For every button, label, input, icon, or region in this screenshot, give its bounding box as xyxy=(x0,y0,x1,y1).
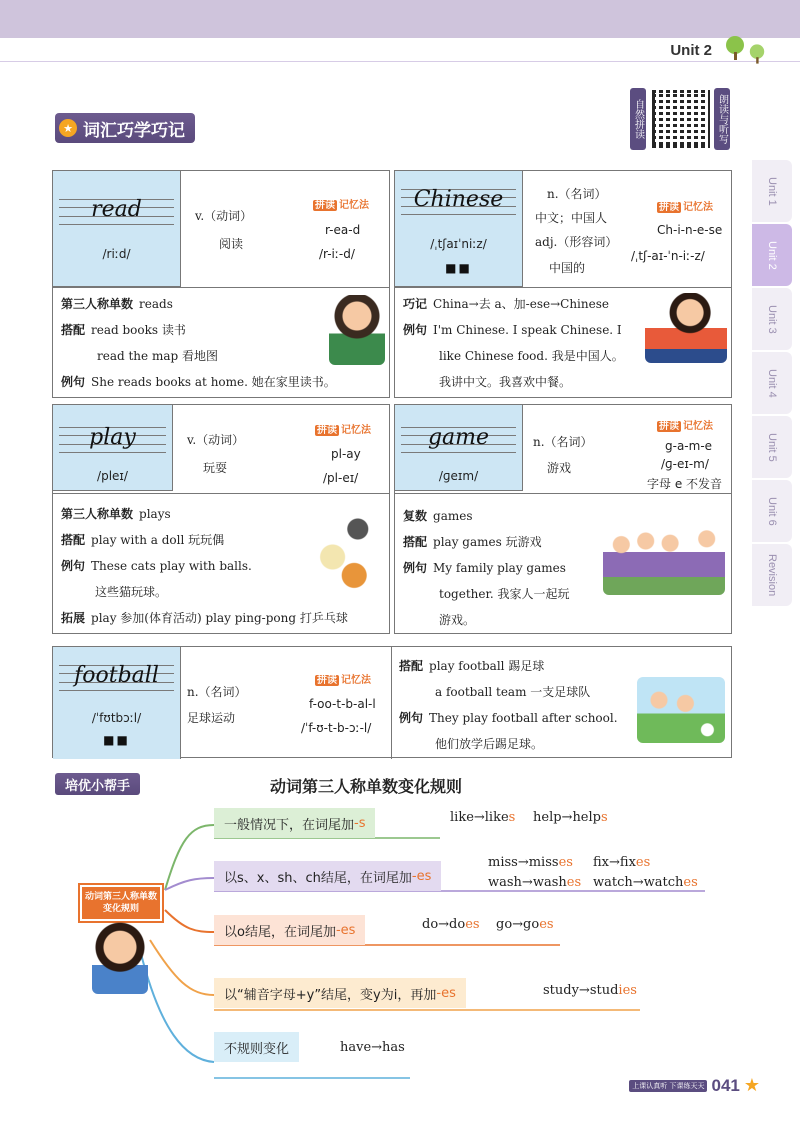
qr-code-block[interactable] xyxy=(630,88,730,150)
rule-3-example-2: go→goes xyxy=(496,917,554,932)
headword: game xyxy=(427,425,490,450)
word-box xyxy=(53,647,181,759)
star-icon: ★ xyxy=(59,119,77,137)
qr-right-label: 朗读与听写 xyxy=(714,88,730,150)
family-playing-image xyxy=(603,523,725,595)
rule-4: 以“辅音字母+y”结尾，变y为i，再加 -es xyxy=(214,978,466,1008)
tree-icon xyxy=(750,44,764,63)
rule-1-example-1: like→likes xyxy=(450,810,516,825)
tab-unit-2[interactable]: Unit 2 xyxy=(752,224,792,286)
phonetic: /ˈfʊtbɔːl/ xyxy=(91,711,142,725)
unit-tabs xyxy=(752,160,792,608)
tab-unit-3[interactable]: Unit 3 xyxy=(752,288,792,350)
rule-3: 以o结尾，在词尾加 -es xyxy=(214,915,365,945)
word-card-game: game /ɡeɪm/ n.（名词） 游戏 拼读 记忆法 g-a-m-e /ɡ-eɪ-m/ 字母 e 不发音 复数 games 搭配 play games 玩游戏 例句 My family play games together. 我家人一起玩 游戏。 xyxy=(394,404,732,634)
headword: football xyxy=(74,663,159,688)
rule-2: 以s、x、sh、ch结尾，在词尾加 -es xyxy=(214,861,441,891)
tab-revision[interactable]: Revision xyxy=(752,544,792,606)
word-card-football: football /ˈfʊtbɔːl/ ■■ n.（名词） 足球运动 拼读 记忆法 f-oo-t-b-al-l /ˈf-ʊ-t-b-ɔː-l/ 搭配 play football 踢足球 a football team 一支足球队 例句 They play football after school. 他们放学后踢足球。 xyxy=(52,646,732,758)
audio-mark: ■■ xyxy=(445,261,472,275)
word-card-play: play /pleɪ/ v.（动词） 玩耍 拼读 记忆法 pl-ay /pl-eɪ/ 第三人称单数 plays 搭配 play with a doll 玩玩偶 例句 These cats play with balls. 这些猫玩球。 拓展 play 参加(体育活动) play ping-pong 打乒乓球 xyxy=(52,404,390,634)
part-of-speech: v.（动词） xyxy=(195,209,253,223)
phonetic: /ˌtʃaɪˈniːz/ xyxy=(430,237,487,251)
tab-unit-4[interactable]: Unit 4 xyxy=(752,352,792,414)
rule-1: 一般情况下，在词尾加 -s xyxy=(214,808,375,838)
rule-4-example-1: study→studies xyxy=(543,983,637,998)
rule-5-example-1: have→has xyxy=(340,1040,405,1055)
top-band xyxy=(0,0,800,38)
qr-left-label: 自然拼读 xyxy=(630,88,646,150)
meaning: 阅读 xyxy=(219,237,244,251)
page-number: 041 xyxy=(711,1075,740,1095)
word-box xyxy=(395,171,523,287)
rules-title: 动词第三人称单数变化规则 xyxy=(270,777,463,796)
word-box xyxy=(53,405,173,491)
word-card-chinese: Chinese /ˌtʃaɪˈniːz/ ■■ n.（名词） 中文；中国人 adj.（形容词） 中国的 拼读 记忆法 Ch-i-n-e-se /ˌtʃ-aɪ-ˈn-iː-z/ 巧记 China→去 a、加-ese→Chinese 例句 I'm Chinese. I speak Chinese. I like Chinese food. 我是中国人。 我讲中文。我喜欢中餐。 xyxy=(394,170,732,398)
unit-label: Unit 2 xyxy=(670,42,712,59)
cats-playing-image xyxy=(311,513,383,593)
memo-title: 拼读 记忆法 xyxy=(659,202,713,213)
headword: play xyxy=(89,425,136,450)
rule-2-example-3: wash→washes xyxy=(488,875,582,890)
boy-holding-sign-image xyxy=(92,922,148,994)
star-icon: ★ xyxy=(743,1075,760,1096)
chinese-girl-image xyxy=(645,293,727,363)
girl-reading-image xyxy=(329,295,385,365)
headword: read xyxy=(91,197,142,222)
rule-2-example-2: fix→fixes xyxy=(593,855,651,870)
rule-2-example-4: watch→watches xyxy=(593,875,698,890)
spelling-phonetic: /r-iː-d/ xyxy=(319,247,355,261)
memo-title: 拼读 记忆法 xyxy=(659,421,713,432)
rule-2-example-1: miss→misses xyxy=(488,855,573,870)
tab-unit-6[interactable]: Unit 6 xyxy=(752,480,792,542)
phonetic: /pleɪ/ xyxy=(97,469,128,483)
phonetic: /ɡeɪm/ xyxy=(438,469,479,483)
word-box xyxy=(53,171,181,287)
tab-unit-1[interactable]: Unit 1 xyxy=(752,160,792,222)
section-title: ★ 词汇巧学巧记 xyxy=(55,113,195,143)
kids-football-image xyxy=(637,677,725,743)
rule-1-example-2: help→helps xyxy=(533,810,608,825)
page-footer xyxy=(629,1075,760,1096)
tree-icon xyxy=(726,36,744,60)
spelling: r-ea-d xyxy=(325,223,361,237)
footer-slogan: 上课认真听 下课练天天 xyxy=(629,1080,707,1092)
memo-title: 拼读 记忆法 xyxy=(317,425,371,436)
phonetic: /riːd/ xyxy=(102,247,131,261)
rule-3-example-1: do→does xyxy=(422,917,480,932)
helper-badge: 培优小帮手 xyxy=(55,773,140,795)
memo-title: 拼读 记忆法 xyxy=(317,675,371,686)
memo-title: 拼读 记忆法 xyxy=(315,200,369,211)
tab-unit-5[interactable]: Unit 5 xyxy=(752,416,792,478)
rule-5: 不规则变化 xyxy=(214,1032,299,1062)
audio-mark: ■■ xyxy=(103,733,130,747)
mind-map-root: 动词第三人称单数变化规则 xyxy=(80,885,162,921)
headword: Chinese xyxy=(413,187,504,212)
word-card-read: read /riːd/ v.（动词） 阅读 拼读 记忆法 r-ea-d /r-iː-d/ 第三人称单数 reads 搭配 read books 读书 read the map 看地图 例句 She reads books at home. 她在家里读书。 xyxy=(52,170,390,398)
word-box xyxy=(395,405,523,491)
